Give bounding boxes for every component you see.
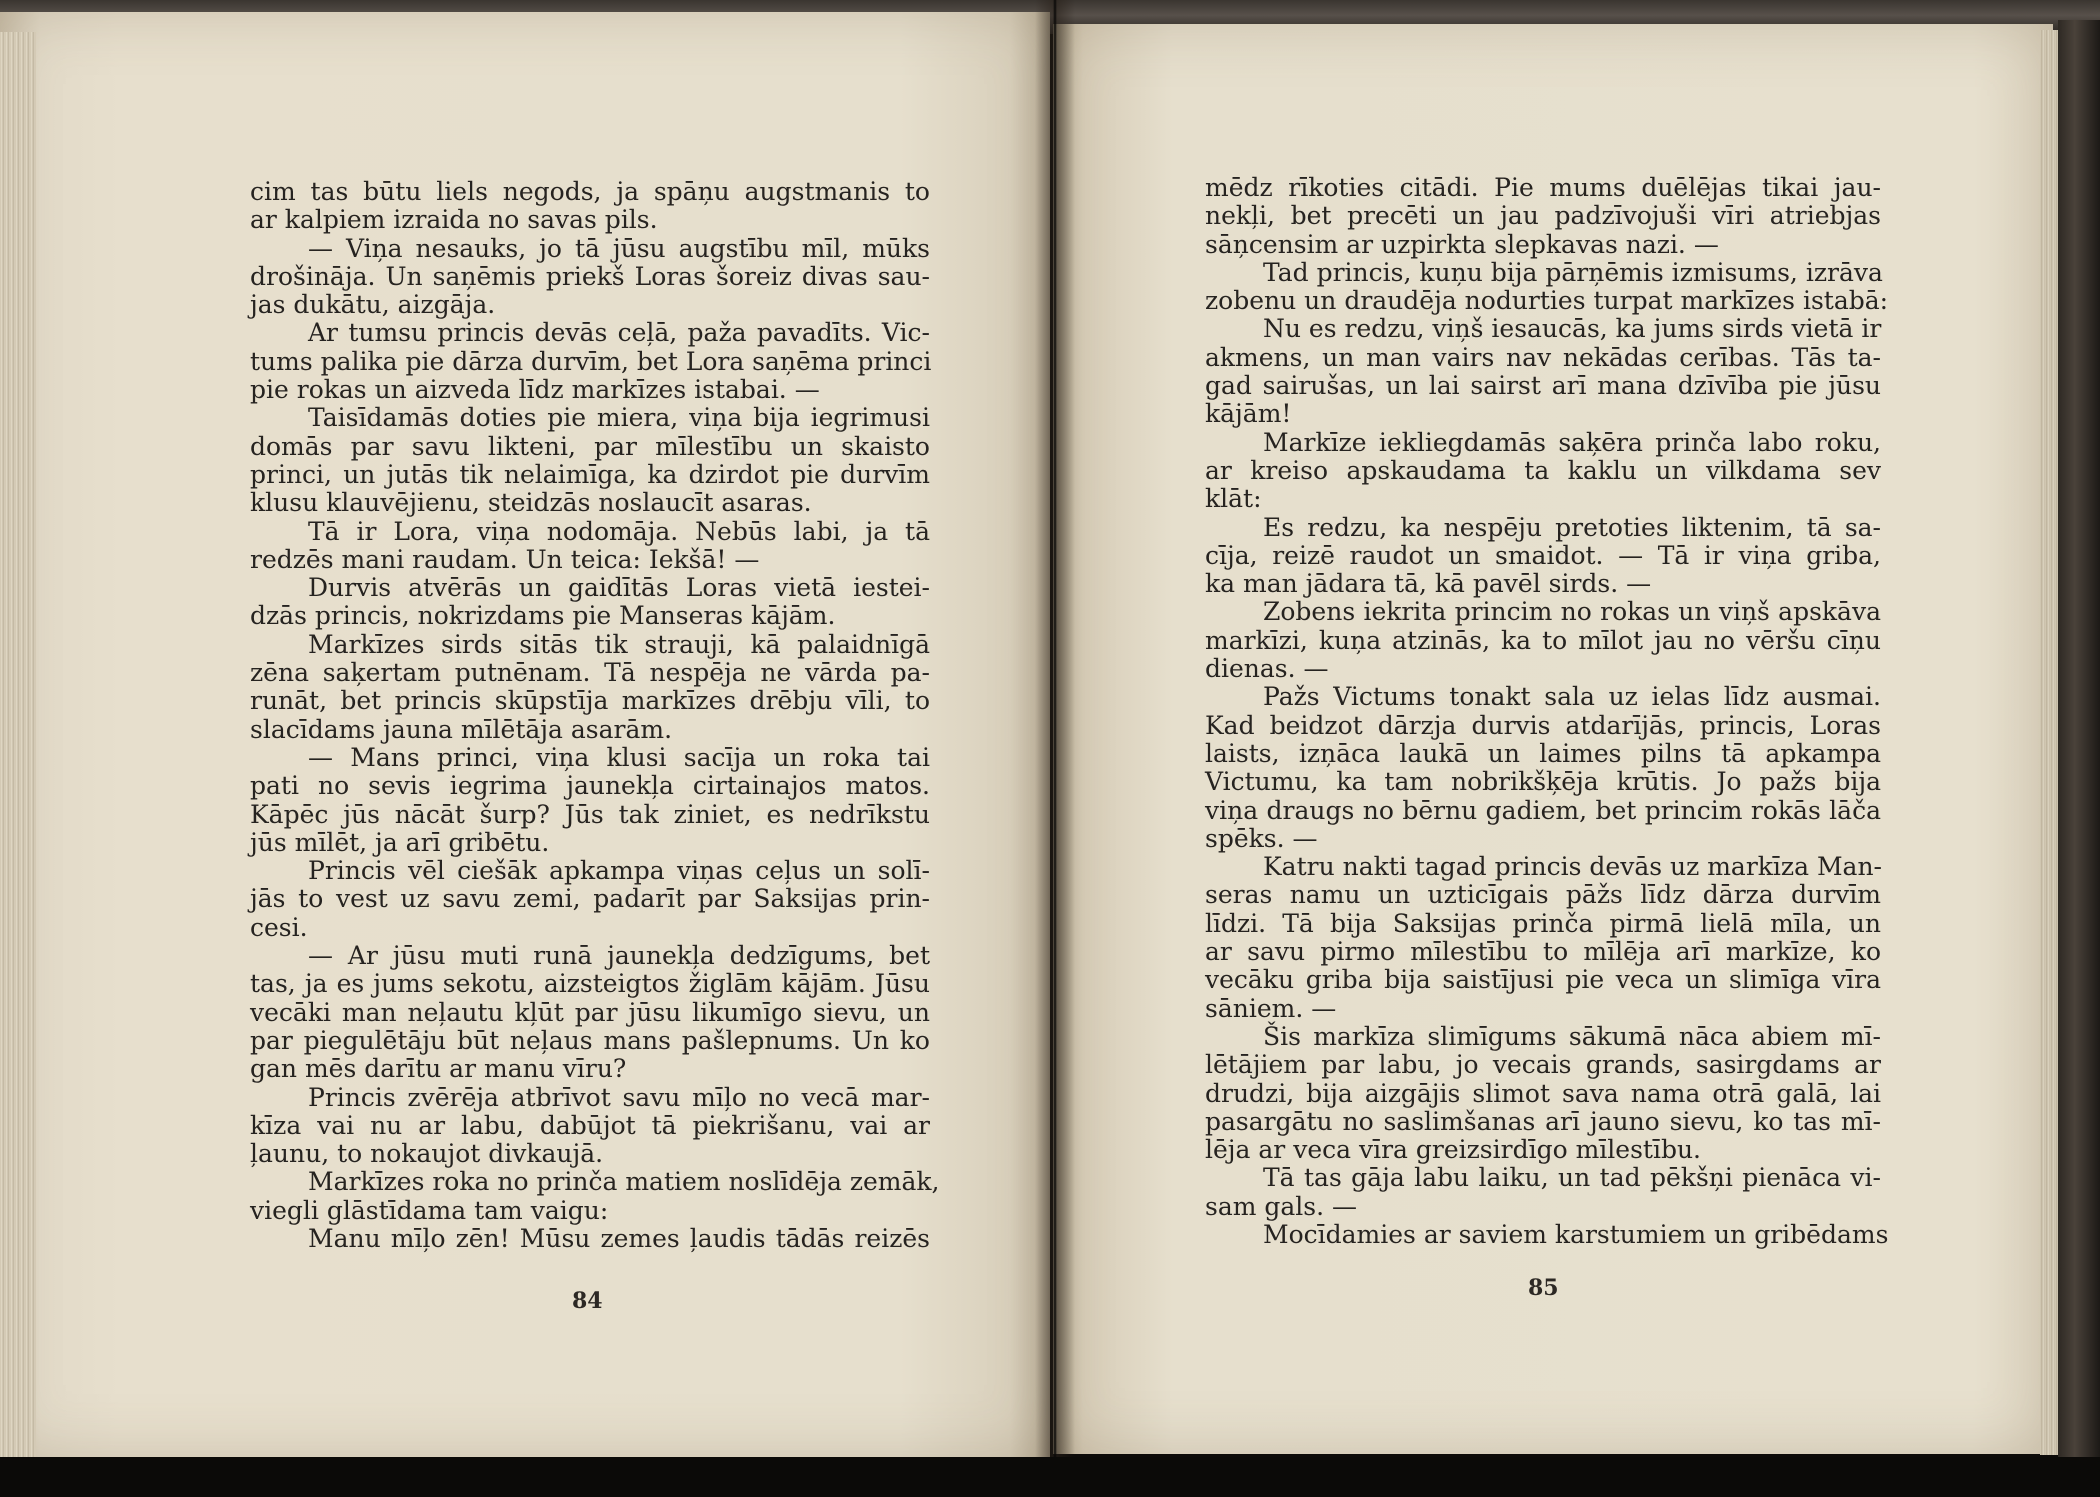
text-line: jās to vest uz savu zemi, padarīt par Saksijas prin-: [250, 884, 930, 914]
text-line: princi, un jutās tik nelaimīga, ka dzirdot pie durvīm: [250, 459, 930, 489]
text-line: Tā tas gāja labu laiku, un tad pēkšņi pienāca vi-: [1263, 1163, 1881, 1193]
text-line: jas dukātu, aizgāja.: [250, 290, 496, 320]
text-line: spēks. —: [1205, 823, 1318, 853]
text-line: seras namu un uzticīgais pāžs līdz dārza durvīm: [1205, 880, 1881, 910]
text-line: sam gals. —: [1205, 1191, 1358, 1221]
text-line: ar kalpiem izraida no savas pils.: [250, 205, 658, 235]
text-line: tas, ja es jums sekotu, aizsteigtos žiglām kājām. Jūsu: [250, 969, 930, 999]
right-page-stack-edge: [2040, 30, 2060, 1455]
text-line: sāņcensim ar uzpirkta slepkavas nazi. —: [1205, 229, 1719, 259]
text-line: — Mans princi, viņa klusi sacīja un roka tai: [308, 742, 930, 772]
text-line: Kad beidzot dārzja durvis atdarījās, princis, Loras: [1205, 710, 1881, 740]
text-line: dzās princis, nokrizdams pie Manseras kājām.: [250, 601, 836, 631]
text-line: — Ar jūsu muti runā jaunekļa dedzīgums, bet: [308, 941, 930, 971]
text-line: zobenu un draudēja nodurties turpat markīzes istabā:: [1205, 286, 1889, 316]
text-line: Ar tumsu princis devās ceļā, paža pavadīts. Vic-: [308, 318, 930, 348]
book-gutter: [1035, 0, 1075, 1460]
text-line: zēna saķertam putnēnam. Tā nespēja ne vārda pa-: [250, 658, 930, 688]
left-page: [0, 12, 1050, 1457]
text-line: Victumu, ka tam nobrikšķēja krūtis. Jo pažs bija: [1205, 767, 1881, 797]
text-line: Markīzes roka no prinča matiem noslīdēja zemāk,: [308, 1167, 940, 1197]
text-line: runāt, bet princis skūpstīja markīzes drēbju vīli, to: [250, 686, 930, 716]
background-bottom: [0, 1457, 2100, 1497]
text-line: viegli glāstīdama tam vaigu:: [250, 1195, 609, 1225]
text-line: sāniem. —: [1205, 993, 1337, 1023]
text-line: Nu es redzu, viņš iesaucās, ka jums sirds vietā ir: [1263, 314, 1882, 344]
text-line: — Viņa nesauks, jo tā jūsu augstību mīl, mūks: [308, 233, 930, 263]
text-line: cim tas būtu liels negods, ja spāņu augstmanis to: [250, 177, 930, 206]
text-line: ar kreiso apskaudama ta kaklu un vilkdama sev: [1205, 455, 1881, 485]
text-line: ar savu pirmo mīlestību to mīlēja arī markīze, ko: [1205, 937, 1881, 967]
text-line: mēdz rīkoties citādi. Pie mums duēlējas tikai jau-: [1205, 173, 1881, 202]
text-line: domās par savu likteni, par mīlestību un skaisto: [250, 431, 930, 461]
text-line: gan mēs darītu ar manu vīru?: [250, 1054, 627, 1084]
text-line: tums palika pie dārza durvīm, bet Lora saņēma princi: [250, 346, 932, 376]
text-line: Durvis atvērās un gaidītās Loras vietā iestei-: [308, 573, 930, 603]
text-line: Šis markīza slimīgums sākumā nāca abiem mī-: [1263, 1021, 1881, 1051]
text-line: vecāku griba bija saistījusi pie veca un slimīga vīra: [1205, 965, 1881, 995]
text-line: drudzi, bija aizgājis slimot sava nama otrā galā, lai: [1205, 1078, 1881, 1108]
text-line: akmens, un man vairs nav nekādas cerības. Tās ta-: [1205, 342, 1881, 372]
text-line: kājām!: [1205, 399, 1292, 429]
text-line: pasargātu no saslimšanas arī jauno sievu, ko tas mī-: [1205, 1106, 1881, 1136]
text-line: pati no sevis iegrima jaunekļa cirtainajos matos.: [250, 771, 930, 801]
text-line: Manu mīļo zēn! Mūsu zemes ļaudis tādās reizēs: [308, 1223, 930, 1253]
text-line: Kāpēc jūs nācāt šurp? Jūs tak ziniet, es nedrīkstu: [250, 799, 930, 829]
text-line: nekļi, bet precēti un jau padzīvojuši vīri atriebjas: [1205, 201, 1881, 231]
text-line: kīza vai nu ar labu, dabūjot tā piekrišanu, vai ar: [250, 1110, 930, 1140]
text-line: Princis zvērēja atbrīvot savu mīļo no vecā mar-: [308, 1082, 930, 1112]
left-page-stack-edge: [0, 32, 36, 1469]
right-page-body-text: [1205, 173, 1889, 1249]
book-cover-edge: [2058, 20, 2100, 1460]
text-line: lēja ar veca vīra greizsirdīgo mīlestību.: [1205, 1135, 1701, 1165]
text-line: Tad princis, kuņu bija pārņēmis izmisums, izrāva: [1263, 257, 1883, 287]
text-line: slacīdams jauna mīlētāja asarām.: [250, 714, 673, 744]
text-line: līdzi. Tā bija Saksijas prinča pirmā lielā mīla, un: [1205, 908, 1881, 938]
text-line: vecāki man neļautu kļūt par jūsu likumīgo sievu, un: [250, 997, 930, 1027]
text-line: Markīze iekliegdamās saķēra prinča labo roku,: [1263, 427, 1881, 457]
text-line: gad sairušas, un lai sairst arī mana dzīvība pie jūsu: [1205, 371, 1881, 401]
text-line: dienas. —: [1205, 654, 1329, 684]
text-line: cīja, reizē raudot un smaidot. — Tā ir viņa griba,: [1205, 540, 1881, 570]
text-line: drošināja. Un saņēmis priekš Loras šoreiz divas sau-: [250, 261, 930, 291]
text-line: Markīzes sirds sitās tik strauji, kā palaidnīgā: [308, 629, 930, 659]
text-line: Taisīdamās doties pie miera, viņa bija iegrimusi: [308, 403, 930, 433]
text-line: Zobens iekrita princim no rokas un viņš apskāva: [1263, 597, 1881, 627]
text-line: Pažs Victums tonakt sala uz ielas līdz ausmai.: [1263, 682, 1881, 712]
text-line: ļaunu, to nokaujot divkaujā.: [250, 1139, 604, 1169]
text-line: Tā ir Lora, viņa nodomāja. Nebūs labi, ja tā: [308, 516, 930, 546]
text-line: Princis vēl ciešāk apkampa viņas ceļus un solī-: [308, 856, 930, 886]
text-line: Mocīdamies ar saviem karstumiem un gribēdams: [1263, 1219, 1889, 1249]
text-line: klusu klauvējienu, steidzās noslaucīt asaras.: [250, 488, 812, 518]
text-line: markīzi, kuņa atzinās, ka to mīlot jau no vēršu cīņu: [1205, 625, 1881, 655]
text-line: klāt:: [1205, 484, 1262, 514]
left-page-number: 84: [572, 1288, 603, 1314]
text-line: cesi.: [250, 912, 308, 942]
left-page-body-text: [250, 177, 940, 1253]
text-line: redzēs mani raudam. Un teica: Iekšā! —: [250, 544, 760, 574]
text-line: laists, izņāca laukā un laimes pilns tā apkampa: [1205, 738, 1881, 768]
text-line: viņa draugs no bērnu gadiem, bet princim rokās lāča: [1205, 795, 1881, 825]
text-line: lētājiem par labu, jo vecais grands, sasirgdams ar: [1205, 1050, 1881, 1080]
text-line: par piegulētāju būt neļaus mans pašlepnums. Un ko: [250, 1025, 930, 1055]
text-line: Es redzu, ka nespēju pretoties liktenim, tā sa-: [1263, 512, 1881, 542]
right-page-number: 85: [1528, 1275, 1559, 1301]
text-line: jūs mīlēt, ja arī gribētu.: [250, 827, 550, 857]
right-page: [1053, 24, 2053, 1454]
text-line: Katru nakti tagad princis devās uz markīza Man-: [1263, 852, 1883, 882]
text-line: ka man jādara tā, kā pavēl sirds. —: [1205, 569, 1652, 599]
text-line: pie rokas un aizveda līdz markīzes istabai. —: [250, 375, 820, 405]
